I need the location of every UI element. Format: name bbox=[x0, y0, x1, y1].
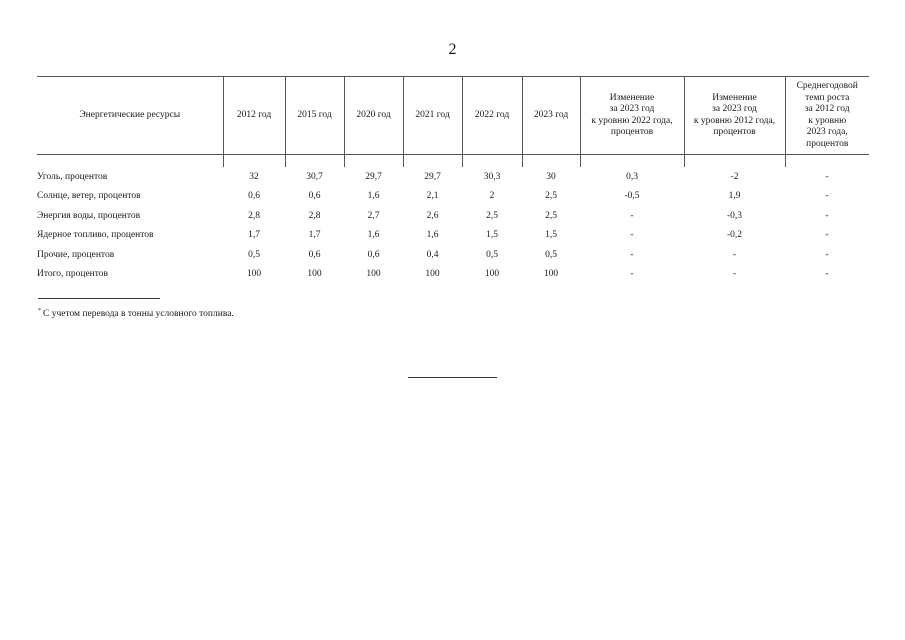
table-cell: 100 bbox=[366, 269, 381, 280]
table-cell: - bbox=[825, 210, 829, 221]
row-label: Прочие, процентов bbox=[37, 249, 115, 260]
table-cell: - bbox=[630, 210, 634, 221]
table-cell: 100 bbox=[543, 269, 559, 280]
table-cell: -0,3 bbox=[726, 210, 743, 221]
table-cell: 32 bbox=[249, 171, 259, 182]
table-cell: 100 bbox=[246, 269, 262, 280]
table-cell: 0,5 bbox=[486, 249, 498, 260]
table-cell: 0,6 bbox=[308, 249, 321, 260]
table-row bbox=[37, 187, 869, 207]
table-cell: 2,8 bbox=[248, 210, 260, 221]
table-cell: 0,6 bbox=[367, 249, 380, 260]
footnote-divider bbox=[38, 298, 160, 299]
table-row bbox=[37, 167, 869, 187]
header-2012: 2012 год bbox=[223, 77, 285, 155]
header-change-vs-2022: Изменение за 2023 год к уровню 2022 года, процентов bbox=[580, 77, 684, 155]
table-cell: 1,6 bbox=[367, 191, 380, 202]
end-of-document-line bbox=[408, 377, 497, 378]
table-cell: 30,3 bbox=[483, 171, 501, 182]
table-cell: - bbox=[825, 171, 829, 182]
table-row bbox=[37, 206, 869, 226]
table-cell: 0,6 bbox=[308, 191, 321, 202]
header-2020: 2020 год bbox=[344, 77, 403, 155]
footnote bbox=[38, 309, 234, 319]
table-cell: 2 bbox=[489, 191, 495, 202]
table-cell: 0,5 bbox=[248, 249, 260, 260]
table-cell: - bbox=[825, 191, 829, 202]
table-cell: - bbox=[825, 249, 829, 260]
header-spacer-row bbox=[37, 155, 869, 168]
table-row bbox=[37, 226, 869, 246]
table-cell: - bbox=[630, 230, 634, 241]
table-cell: - bbox=[630, 269, 634, 280]
table-cell: - bbox=[825, 230, 829, 241]
table-cell: 1,9 bbox=[728, 191, 741, 202]
header-avg-growth-rate: Среднегодовой темп роста за 2012 год к уровню 2023 года, процентов bbox=[785, 77, 869, 155]
table-cell: 1,7 bbox=[248, 230, 260, 241]
table-cell: 1,6 bbox=[367, 230, 380, 241]
table-cell: 1,5 bbox=[486, 230, 498, 241]
table-cell: 2,8 bbox=[308, 210, 321, 221]
table-cell: 1,7 bbox=[308, 230, 321, 241]
footnote-marker: * bbox=[38, 308, 41, 314]
table-cell: 30 bbox=[546, 171, 556, 182]
table-cell: 0,6 bbox=[248, 191, 260, 202]
table-cell: 100 bbox=[484, 269, 500, 280]
table-cell: 100 bbox=[425, 269, 440, 280]
table-cell: 2,1 bbox=[426, 191, 439, 202]
table-cell: - bbox=[825, 269, 829, 280]
table-cell: - bbox=[630, 249, 634, 260]
table-cell: 0,4 bbox=[426, 249, 439, 260]
header-2023: 2023 год bbox=[522, 77, 580, 155]
table-cell: -2 bbox=[730, 171, 739, 182]
row-label: Итого, процентов bbox=[37, 269, 109, 280]
table-cell: 0,5 bbox=[545, 249, 557, 260]
footnote-text: С учетом перевода в тонны условного топлива. bbox=[43, 309, 234, 319]
table-row-total bbox=[37, 265, 869, 285]
table-cell: -0,2 bbox=[726, 230, 743, 241]
energy-resources-table bbox=[37, 76, 869, 284]
table-cell: - bbox=[732, 249, 737, 260]
table-cell: 1,6 bbox=[426, 230, 439, 241]
row-label: Солнце, ветер, процентов bbox=[37, 191, 141, 202]
table-row bbox=[37, 245, 869, 265]
table-cell: 1,5 bbox=[545, 230, 557, 241]
table-cell: 2,5 bbox=[486, 210, 498, 221]
table-cell: 2,6 bbox=[426, 210, 439, 221]
header-change-vs-2012: Изменение за 2023 год к уровню 2012 года, процентов bbox=[684, 77, 785, 155]
table-cell: 100 bbox=[307, 269, 322, 280]
table-header-row bbox=[37, 77, 869, 155]
page-number: 2 bbox=[448, 41, 457, 58]
table-cell: 30,7 bbox=[306, 171, 323, 182]
table-cell: -0,5 bbox=[624, 191, 640, 202]
header-energy-resources: Энергетические ресурсы bbox=[37, 77, 223, 155]
table-cell: 29,7 bbox=[424, 171, 441, 182]
header-2022: 2022 год bbox=[462, 77, 522, 155]
table-cell: 29,7 bbox=[365, 171, 382, 182]
row-label: Уголь, процентов bbox=[37, 171, 108, 182]
row-label: Ядерное топливо, процентов bbox=[37, 230, 154, 241]
row-label: Энергия воды, процентов bbox=[37, 210, 141, 221]
table-cell: 2,5 bbox=[545, 210, 557, 221]
header-2021: 2021 год bbox=[403, 77, 462, 155]
table-cell: 2,5 bbox=[545, 191, 557, 202]
table-cell: 2,7 bbox=[367, 210, 380, 221]
table-cell: - bbox=[732, 269, 737, 280]
table-cell: 0,3 bbox=[626, 171, 638, 182]
header-2015: 2015 год bbox=[285, 77, 344, 155]
